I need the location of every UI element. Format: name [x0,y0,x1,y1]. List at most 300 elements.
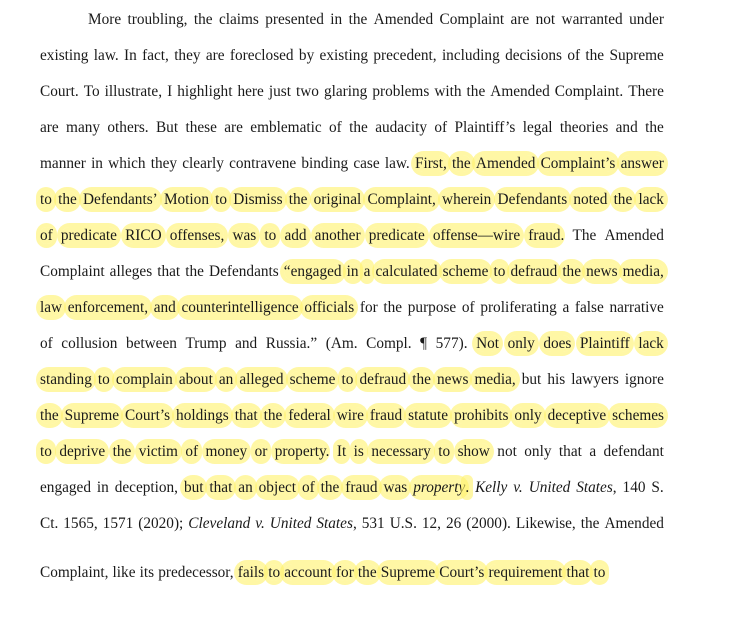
body-text: emblematic [250,119,322,136]
highlighted-text: wherein [442,191,492,208]
highlighted-text: does [543,335,572,352]
word [126,334,177,354]
word [625,370,664,390]
word [454,118,515,138]
word [412,370,431,390]
highlighted-text: media, [622,263,664,280]
word [284,262,342,282]
body-text: these [185,119,217,136]
highlighted-text: fraud [369,407,403,424]
body-text: others. [107,119,149,136]
body-text: are [40,119,59,136]
word [528,226,564,246]
body-text: the [466,83,486,100]
word [194,10,213,30]
word [571,370,619,390]
word [466,514,511,534]
body-text: two [295,83,319,100]
highlighted-text: for [335,564,354,581]
body-text: just [268,83,291,100]
word [536,10,556,30]
highlighted-text: defraud [359,371,407,388]
word [206,442,248,462]
body-text: highlight [177,83,233,100]
text-line [40,514,664,534]
highlighted-text: is [353,443,364,460]
body-text: Complaint [439,11,505,28]
word [188,514,250,534]
highlighted-text: to [593,564,606,581]
word [177,82,232,102]
word [474,370,515,390]
word [458,442,490,462]
word [443,262,489,282]
body-text: To [83,83,100,100]
body-text: law. [384,155,410,172]
highlighted-text: scheme [289,371,336,388]
highlighted-text: Court’s [125,407,171,424]
word [604,514,663,534]
body-text: ¶ [420,335,428,352]
word [562,262,581,282]
word [547,370,565,390]
word [185,442,198,462]
highlighted-text: Complaint’s [540,155,616,172]
word [321,478,340,498]
body-text: here [237,83,264,100]
word [40,298,62,318]
word [158,563,233,583]
word [349,118,368,138]
word [124,46,137,66]
body-text: by [298,47,315,64]
body-text: 26 [445,515,462,532]
text-line [40,370,664,390]
word [110,262,152,282]
body-text: (Am. [325,335,358,352]
text-line [40,118,664,138]
word [514,406,541,426]
word [296,82,319,102]
word [237,82,263,102]
word [125,406,170,426]
word [264,226,276,246]
body-text: of [329,119,342,136]
body-text: are [510,11,530,28]
highlighted-text: an [238,479,253,496]
body-text: like [112,564,136,581]
body-text: (2000). [466,515,511,532]
body-text: a [589,443,597,460]
highlighted-text: news [436,371,469,388]
body-text: troubling, [127,11,188,28]
body-text: legal [522,119,553,136]
highlighted-text: defraud [510,263,558,280]
body-text: many [66,119,101,136]
word [209,478,232,498]
body-text: with [434,83,462,100]
word [289,190,308,210]
body-text: illustrate, [104,83,163,100]
highlighted-text: prohibits [454,407,509,424]
body-text: including [441,47,500,64]
word [498,190,568,210]
word [107,118,148,138]
body-text: Complaint. [554,83,624,100]
highlighted-text: scheme [442,263,489,280]
body-text: defendant [603,443,664,460]
word [59,442,105,462]
text-line [40,298,664,318]
highlighted-text: noted [573,191,608,208]
body-text: narrative [609,299,664,316]
word [609,298,663,318]
word [476,334,499,354]
word [560,118,608,138]
body-text: only [524,443,552,460]
word [174,46,200,66]
body-text: proliferating [480,299,557,316]
body-text: ignore [624,371,664,388]
body-text: States [576,479,613,496]
body-text: in [91,155,103,172]
body-text: for [359,299,378,316]
word [83,190,158,210]
body-text: his [547,371,566,388]
word [548,406,607,426]
body-text: of [461,299,475,316]
word [336,563,354,583]
body-text: (2020); [138,515,184,532]
word [219,10,259,30]
word [543,334,571,354]
word [329,118,342,138]
word [390,514,417,534]
word [511,10,530,30]
body-text: the [645,119,664,136]
word [151,154,177,174]
word [434,118,447,138]
body-text: false [574,299,604,316]
highlighted-text: Supreme [380,564,436,581]
word [40,226,53,246]
body-text: States [316,515,353,532]
word [367,190,435,210]
word [422,514,441,534]
body-text: Complaint [40,263,105,280]
body-text: under [629,11,664,28]
highlighted-text: another [314,227,361,244]
word [128,10,188,30]
body-text: the [349,119,368,136]
body-text: that [558,443,582,460]
word [442,190,491,210]
text-line [40,334,664,354]
word [354,442,364,462]
highlighted-text: wire [336,407,364,424]
word [370,406,402,426]
highlighted-text: of [185,443,199,460]
highlighted-text: the [412,371,431,388]
highlighted-text: to [264,227,277,244]
body-text: engaged [40,479,91,496]
word [566,563,589,583]
word [342,370,354,390]
highlighted-text: only [514,407,542,424]
word [40,82,79,102]
body-text: 12, [421,515,441,532]
word [40,154,86,174]
body-text: the [585,47,605,64]
body-text: , [352,515,357,532]
word [304,298,354,318]
highlighted-text: predicate [60,227,117,244]
word [347,262,359,282]
word [88,10,121,30]
word [164,190,209,210]
body-text: Amended [490,83,550,100]
word [142,46,169,66]
word [651,478,663,498]
body-text: v. [513,479,523,496]
highlighted-text: enforcement, [67,299,149,316]
word [621,154,664,174]
word [589,442,596,462]
highlighted-text: media, [474,371,516,388]
body-text: fact, [142,47,169,64]
word [113,442,132,462]
highlighted-text: fraud [345,479,378,496]
word [206,46,225,66]
text-line [40,442,664,462]
word [559,442,582,462]
highlighted-text: federal [288,407,331,424]
word [638,190,663,210]
word [40,262,105,282]
body-text: Defendants [209,263,279,280]
word [614,190,633,210]
highlighted-text: of [301,479,315,496]
word [373,46,436,66]
word [562,10,623,30]
word [326,334,358,354]
word [288,406,330,426]
body-text: of [567,47,581,64]
word [573,190,607,210]
word [66,118,100,138]
word [581,514,600,534]
highlighted-text: the [112,443,132,460]
body-text: The [572,227,597,244]
word [415,154,447,174]
body-text: Compl. [366,335,412,352]
highlighted-text: that [234,407,258,424]
word [476,154,535,174]
body-text: 140 [622,479,646,496]
word [316,514,356,534]
word [475,478,507,498]
body-text: collusion [61,335,118,352]
word [573,226,597,246]
word [364,262,371,282]
word [369,226,425,246]
word [40,334,53,354]
word [562,298,569,318]
word [437,370,468,390]
word [408,406,448,426]
word [371,442,430,462]
body-text: the [383,299,403,316]
body-text: are [205,47,225,64]
highlighted-text: Motion [163,191,209,208]
highlighted-text: Dismiss [233,191,283,208]
word [372,82,429,102]
highlighted-text: an [218,371,234,388]
word [575,298,604,318]
highlighted-text: property [413,479,466,496]
body-text: existing [40,47,89,64]
highlighted-text: Defendants’ [82,191,158,208]
highlighted-text: to [215,191,228,208]
word [103,514,134,534]
highlighted-text: the [613,191,633,208]
word [511,262,558,282]
highlighted-text: standing [40,371,92,388]
highlighted-text: Amended [475,155,536,172]
word [616,118,638,138]
word [497,442,517,462]
word [115,478,178,498]
highlighted-text: to [341,371,354,388]
body-text: and [615,119,638,136]
highlighted-text: the [288,191,308,208]
word [255,442,268,462]
word [40,514,58,534]
highlighted-text: that [209,479,233,496]
word [239,370,283,390]
body-text: predecessor, [158,564,234,581]
word [275,442,330,462]
highlighted-text: calculated [375,263,438,280]
word [523,118,553,138]
word [250,118,321,138]
word [97,478,109,498]
word [505,46,562,66]
highlighted-text: or [254,443,268,460]
word [233,190,282,210]
word [375,118,427,138]
highlighted-text: victim [138,443,178,460]
word [462,298,475,318]
word [105,82,162,102]
word [623,262,664,282]
word [255,514,264,534]
word [264,406,283,426]
highlighted-text: statute [408,407,449,424]
body-text: its [139,564,155,581]
body-text: Cleveland [188,515,251,532]
highlighted-text: the [357,564,377,581]
word [366,334,411,354]
body-text: the [193,11,213,28]
word [609,46,663,66]
word [337,442,346,462]
word [209,262,279,282]
body-text: 1565, [63,515,98,532]
word [580,334,630,354]
highlighted-text: original [313,191,362,208]
word [269,82,291,102]
word [383,298,402,318]
word [40,370,92,390]
word [185,262,204,282]
word [140,563,154,583]
word [265,10,324,30]
word [337,406,364,426]
word [270,514,312,534]
body-text: binding [301,155,349,172]
highlighted-text: deceptive [547,407,607,424]
word [490,82,549,102]
word [358,563,377,583]
highlighted-text: lack [638,335,664,352]
word [40,563,108,583]
text-line [40,190,664,210]
word [314,190,362,210]
word [61,226,117,246]
highlighted-text: answer [620,155,664,172]
body-text: warranted [561,11,623,28]
highlighted-text: show [457,443,490,460]
highlighted-text: lack [638,191,664,208]
word [229,154,296,174]
word [383,478,407,498]
word [433,226,520,246]
body-text: deception, [114,479,179,496]
word [181,298,298,318]
highlighted-text: was [383,479,408,496]
body-text: 531 [361,515,385,532]
word [182,154,224,174]
word [567,46,580,66]
word [63,514,97,534]
highlighted-text: . [465,479,470,496]
body-text: theories [559,119,609,136]
body-text: More [88,11,122,28]
body-text: are [224,119,243,136]
word [235,334,257,354]
body-text: not [535,11,556,28]
word [442,46,500,66]
word [420,334,427,354]
word [290,370,336,390]
highlighted-text: requirement [488,564,563,581]
word [586,262,617,282]
body-text: Russia.” [265,335,318,352]
body-text: lawyers [571,371,619,388]
body-text: I [167,83,173,100]
word [349,10,368,30]
body-text: Amended [604,515,664,532]
word [40,406,59,426]
body-text: Amended [604,227,664,244]
word [480,298,556,318]
word [623,478,646,498]
body-text: Likewise, [515,515,576,532]
body-text: v. [255,515,265,532]
body-text: they [150,155,178,172]
word [94,46,119,66]
